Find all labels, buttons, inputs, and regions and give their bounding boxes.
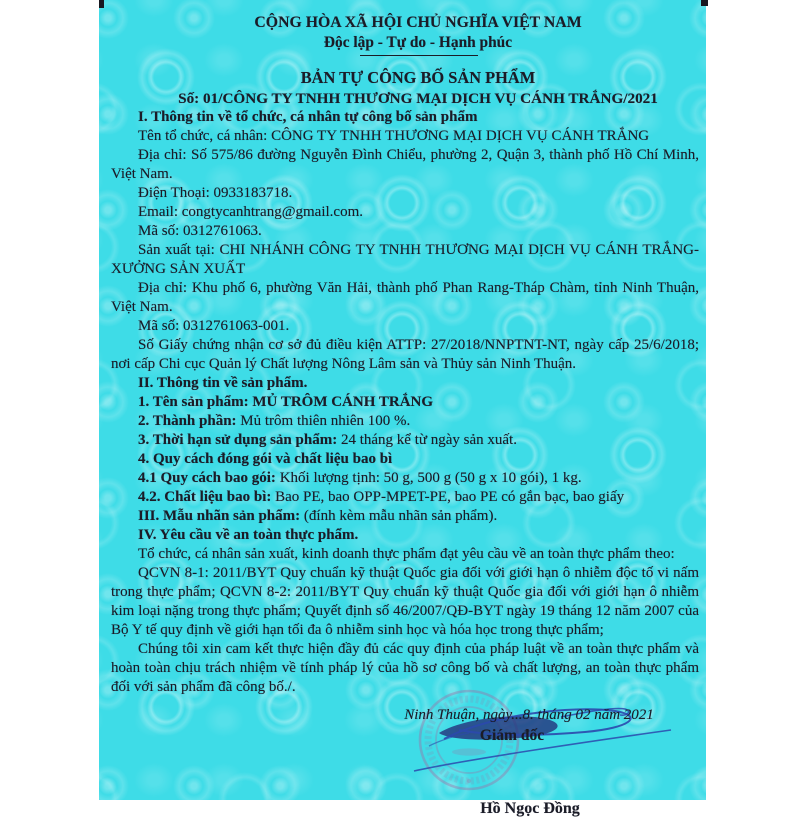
org-name-line xyxy=(111,127,699,146)
branch-code-line: Mã số: 0312761063-001. xyxy=(138,318,290,334)
produced-at-line: Sản xuất tại: CHI NHÁNH CÔNG TY TNHH THƯƠNG MẠI DỊCH VỤ CÁNH TRẮNG-XƯỞNG SẢN XUẤT xyxy=(111,242,699,277)
pack-spec-line xyxy=(111,469,699,488)
product-name-value: MỦ TRÔM CÁNH TRẮNG xyxy=(248,394,434,410)
pack-material-label: 4.2. Chất liệu bao bì: xyxy=(138,489,272,505)
declaration-document xyxy=(99,0,706,817)
signer-name: Hồ Ngọc Đồng xyxy=(480,800,580,817)
shelf-life-label: 3. Thời hạn sử dụng sản phẩm: xyxy=(138,432,338,448)
attp-cert-line: Số Giấy chứng nhận cơ sở đủ điều kiện ATTP: 27/2018/NNPTNT-NT, ngày cấp 25/6/2018; nơi cấp Chi cục Quản lý Chất lượng Nông Lâm sản và Thủy sản Ninh Thuận. xyxy=(111,337,699,372)
place-date-line: Ninh Thuận, ngày...8. tháng 02 năm 2021 xyxy=(404,707,654,723)
packaging-heading-label: 4. Quy cách đóng gói và chất liệu bao bì xyxy=(138,451,393,467)
signer-role: Giám đốc xyxy=(479,727,545,744)
national-motto: Độc lập - Tự do - Hạnh phúc xyxy=(323,34,513,51)
document-content xyxy=(99,0,706,817)
shelf-life-line xyxy=(111,431,699,450)
label-sample-line xyxy=(111,507,699,526)
label-sample-label: III. Mẫu nhãn sản phẩm: xyxy=(138,508,301,524)
label-sample-value: (đính kèm mẫu nhãn sản phẩm). xyxy=(300,508,498,524)
factory-address-line: Địa chỉ: Khu phố 6, phường Văn Hải, thành phố Phan Rang-Tháp Chàm, tỉnh Ninh Thuận, Việt Nam. xyxy=(111,280,699,315)
pack-spec-label: 4.1 Quy cách bao gói: xyxy=(138,470,276,486)
org-address-line: Địa chỉ: Số 575/86 đường Nguyễn Đình Chiểu, phường 2, Quận 3, thành phố Hồ Chí Minh, Việt Nam. xyxy=(111,147,699,182)
document-number: Số: 01/CÔNG TY TNHH THƯƠNG MẠI DỊCH VỤ CÁNH TRẮNG/2021 xyxy=(178,90,658,107)
section1-heading: I. Thông tin về tổ chức, cá nhân tự công bố sản phẩm xyxy=(138,109,478,125)
safety-standards-paragraph: QCVN 8-1: 2011/BYT Quy chuẩn kỹ thuật Quốc gia đối với giới hạn ô nhiễm độc tố vi nấm trong thực phẩm; QCVN 8-2: 2011/BYT Quy chuẩn kỹ thuật Quốc gia đối với giới hạn ô nhiễm kim loại nặng trong thực phẩm; Quyết định số 46/2007/QĐ-BYT ngày 19 tháng 12 năm 2007 của Bộ Y tế quy định về giới hạn tối đa ô nhiễm sinh học và hóa học trong thực phẩm; xyxy=(111,565,699,638)
ingredients-label: 2. Thành phần: xyxy=(138,413,237,429)
section2-heading: II. Thông tin về sản phẩm. xyxy=(138,375,308,391)
tax-code-line: Mã số: 0312761063. xyxy=(138,223,262,239)
safety-intro-paragraph: Tổ chức, cá nhân sản xuất, kinh doanh thực phẩm đạt yêu cầu về an toàn thực phẩm theo: xyxy=(138,546,675,562)
packaging-heading-line xyxy=(111,450,699,469)
product-name-line xyxy=(111,393,699,412)
product-name-label: 1. Tên sản phẩm: xyxy=(138,394,249,410)
national-title: CỘNG HÒA XÃ HỘI CHỦ NGHĨA VIỆT NAM xyxy=(254,14,582,31)
document-title: BẢN TỰ CÔNG BỐ SẢN PHẨM xyxy=(300,68,536,87)
org-name-label: Tên tổ chức, cá nhân: xyxy=(138,128,268,144)
ingredients-line xyxy=(111,412,699,431)
pack-material-value: Bao PE, bao OPP-MPET-PE, bao PE có gắn bạc, bao giấy xyxy=(271,489,625,505)
section4-heading: IV. Yêu cầu về an toàn thực phẩm. xyxy=(138,527,359,543)
phone-line: Điện Thoại: 0933183718. xyxy=(138,185,293,201)
commitment-paragraph: Chúng tôi xin cam kết thực hiện đầy đủ các quy định của pháp luật về an toàn thực phẩm và hoàn toàn chịu trách nhiệm về tính pháp lý của hồ sơ công bố và chất lượng, an toàn thực phẩm đối với sản phẩm đã công bố./. xyxy=(111,641,699,695)
email-line: Email: congtycanhtrang@gmail.com. xyxy=(138,204,363,220)
pack-material-line xyxy=(111,488,699,507)
document-header xyxy=(111,13,699,108)
shelf-life-value: 24 tháng kể từ ngày sản xuất. xyxy=(337,432,517,448)
signature-block xyxy=(357,706,701,818)
org-name-value: CÔNG TY TNHH THƯƠNG MẠI DỊCH VỤ CÁNH TRẮNG xyxy=(267,128,650,144)
ingredients-value: Mủ trôm thiên nhiên 100 %. xyxy=(236,413,411,429)
pack-spec-value: Khối lượng tịnh: 50 g, 500 g (50 g x 10 gói), 1 kg. xyxy=(275,470,582,486)
motto-underline xyxy=(360,55,478,56)
